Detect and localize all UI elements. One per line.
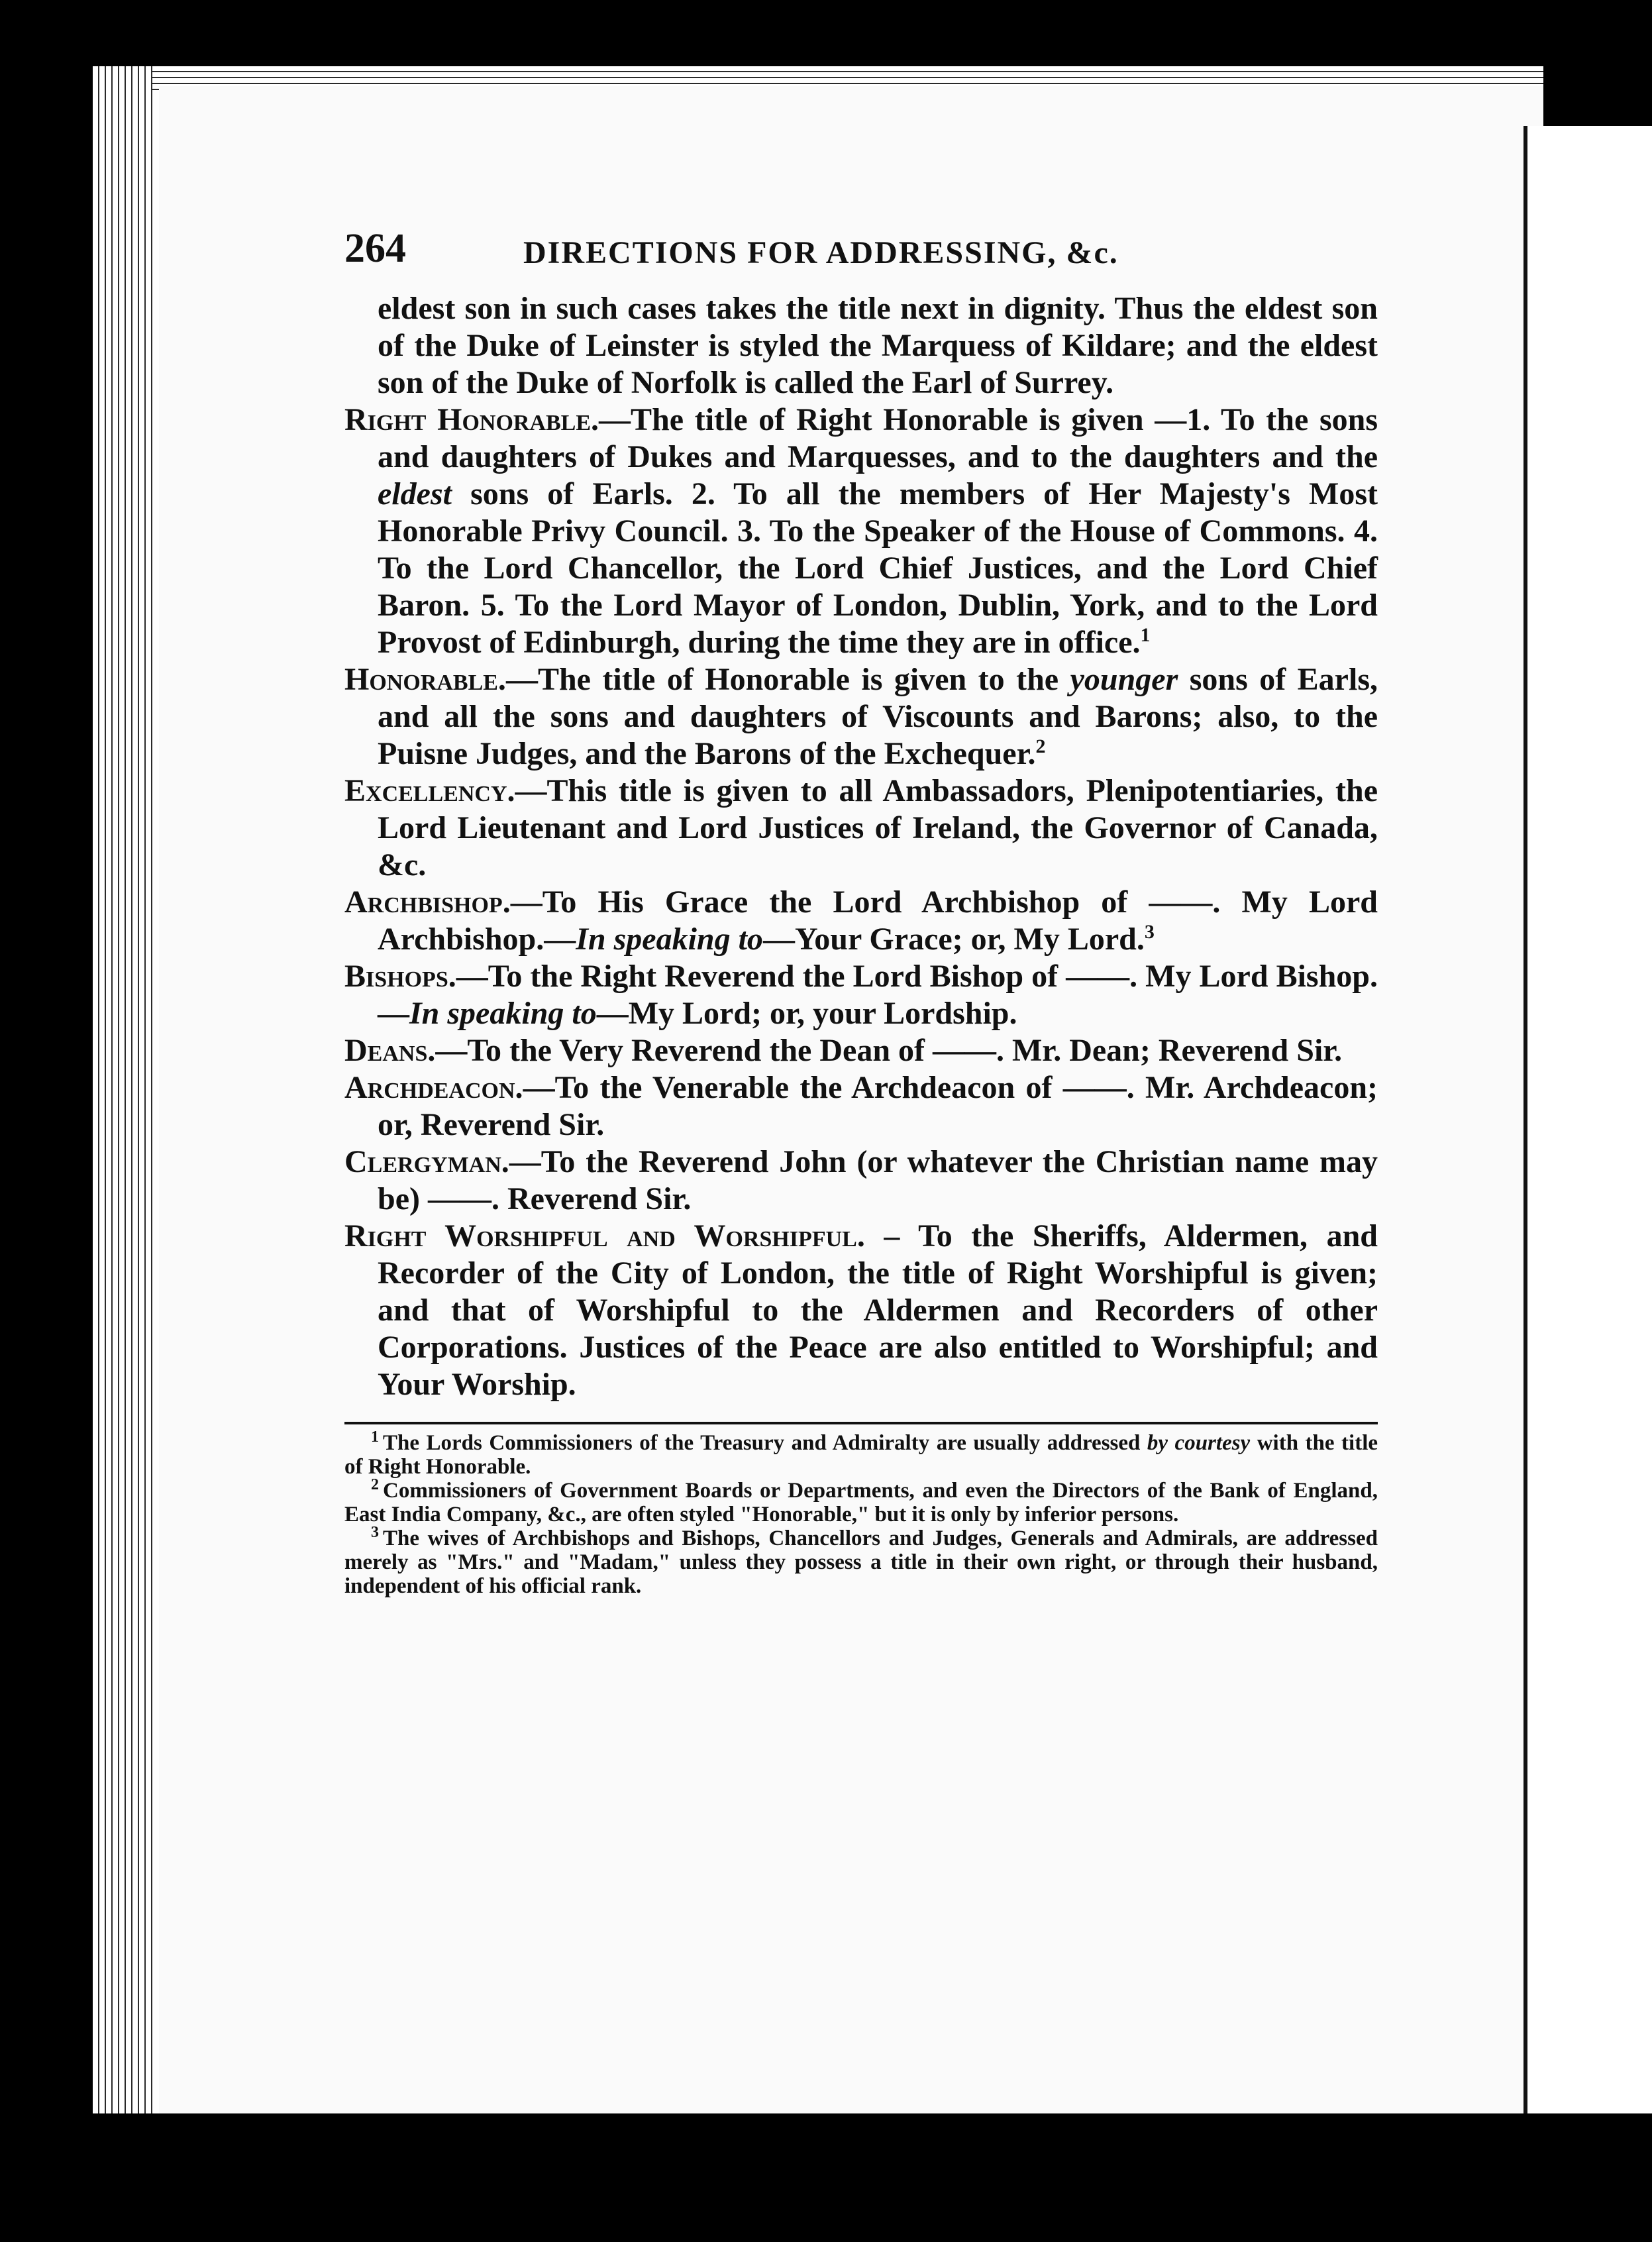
- footnote-mark: 2: [371, 1476, 379, 1493]
- entry-text: —To the Venerable the Archdeacon of ——. Mr. Archdeacon; or, Reverend Sir.: [378, 1070, 1378, 1142]
- footnote-rule: [344, 1422, 1378, 1424]
- entry-term: Right Worshipful and Worshipful.: [344, 1218, 865, 1254]
- running-head: [344, 225, 1378, 285]
- entry-term: Deans.: [344, 1033, 436, 1068]
- footnote-ref: 2: [1035, 735, 1046, 757]
- footnote-ref: 1: [1140, 624, 1151, 646]
- page-edges: [93, 66, 152, 2113]
- entry-emphasis: In speaking to: [576, 922, 763, 957]
- entry-continued: [344, 290, 1378, 401]
- footnote-text: The Lords Commissioners of the Treasury and Admiralty are usually addressed: [383, 1431, 1147, 1455]
- entry-archbishop: [344, 884, 1378, 958]
- entry-term: Archbishop.: [344, 884, 511, 920]
- entry-honorable: [344, 661, 1378, 773]
- text-column: [344, 225, 1378, 1598]
- entry-term: Bishops.: [344, 959, 456, 994]
- entry-text: —To the Reverend John (or whatever the Christian name may be) ——. Reverend Sir.: [378, 1144, 1378, 1216]
- entry-text-after: —My Lord; or, your Lordship.: [596, 996, 1017, 1031]
- entry-archdeacon: [344, 1069, 1378, 1144]
- footnote-mark: 1: [371, 1428, 379, 1446]
- entry-text: —This title is given to all Ambassadors, Plenipotentiaries, the Lord Lieutenant and Lord Justices of Ireland, the Governor of Canada, &c.: [378, 773, 1378, 882]
- footnote-text: The wives of Archbishops and Bishops, Chancellors and Judges, Generals and Admirals, are addressed merely as "Mrs." and "Madam," unless they possess a title in their own right, or through their husband, independent of his official rank.: [344, 1526, 1378, 1598]
- entry-clergyman: [344, 1144, 1378, 1218]
- footnote-text-after: with the title of Right Honorable.: [344, 1431, 1378, 1479]
- footnote-1: [344, 1428, 1378, 1479]
- entry-text: —To the Very Reverend the Dean of ——. Mr. Dean; Reverend Sir.: [435, 1033, 1343, 1068]
- entry-bishops: [344, 958, 1378, 1032]
- entry-text: – To the Sheriffs, Aldermen, and Recorder of the City of London, the title of Right Worshipful is given; and that of Worshipful to the Aldermen and Recorders of other Corporations. Justices of the Peace are also entitled to Worshipful; and Your Worship.: [378, 1218, 1378, 1402]
- entry-text: —The title of Right Honorable is given —1. To the sons and daughters of Dukes and Marquesses, and to the daughters and the: [378, 402, 1378, 474]
- entry-text: —To His Grace the Lord Archbishop of ——. My Lord Archbishop.—: [378, 884, 1378, 957]
- entry-right-honorable: [344, 401, 1378, 661]
- footnote-ref: 3: [1144, 921, 1155, 943]
- entry-text-after: —Your Grace; or, My Lord.: [762, 922, 1145, 957]
- entry-text: —To the Right Reverend the Lord Bishop of ——. My Lord Bishop.—: [378, 959, 1378, 1031]
- entry-text: eldest son in such cases takes the title next in dignity. Thus the eldest son of the Duke of Leinster is styled the Marquess of Kildare; and the eldest son of the Duke of Norfolk is called the Earl of Surrey.: [378, 291, 1378, 400]
- footnote-emphasis: by courtesy: [1147, 1431, 1251, 1455]
- entry-emphasis: In speaking to: [409, 996, 597, 1031]
- page-number: 264: [344, 226, 406, 271]
- footnote-3: [344, 1526, 1378, 1598]
- entry-term: Right Honorable.: [344, 402, 599, 437]
- entry-term: Clergyman.: [344, 1144, 509, 1179]
- entry-term: Excellency.: [344, 773, 515, 808]
- footnote-text: Commissioners of Government Boards or Departments, and even the Directors of the Bank of England, East India Company, &c., are often styled "Honorable," but it is only by inferior persons.: [344, 1479, 1378, 1526]
- running-head-title: DIRECTIONS FOR ADDRESSING, &c.: [523, 235, 1119, 270]
- entry-excellency: [344, 773, 1378, 884]
- footnote-2: [344, 1476, 1378, 1526]
- entry-term: Honorable.: [344, 662, 506, 697]
- entry-deans: [344, 1032, 1378, 1069]
- entry-text: —The title of Honorable is given to the: [505, 662, 1070, 697]
- entry-emphasis: younger: [1070, 662, 1178, 697]
- entry-term: Archdeacon.: [344, 1070, 523, 1105]
- entry-text-after: sons of Earls. 2. To all the members of Her Majesty's Most Honorable Privy Council. 3. To the Speaker of the House of Commons. 4. To the Lord Chancellor, the Lord Chief Justices, and the Lord Chief Baron. 5. To the Lord Mayor of London, Dublin, York, and to the Lord Provost of Edinburgh, during the time they are in office.: [378, 476, 1378, 660]
- entry-text-after: sons of Earls, and all the sons and daughters of Viscounts and Barons; also, to the Puisne Judges, and the Barons of the Exchequer.: [378, 662, 1378, 771]
- entry-right-worshipful: [344, 1218, 1378, 1403]
- facing-page: [1523, 126, 1652, 2113]
- entry-emphasis: eldest: [378, 476, 452, 511]
- footnote-mark: 3: [371, 1524, 379, 1541]
